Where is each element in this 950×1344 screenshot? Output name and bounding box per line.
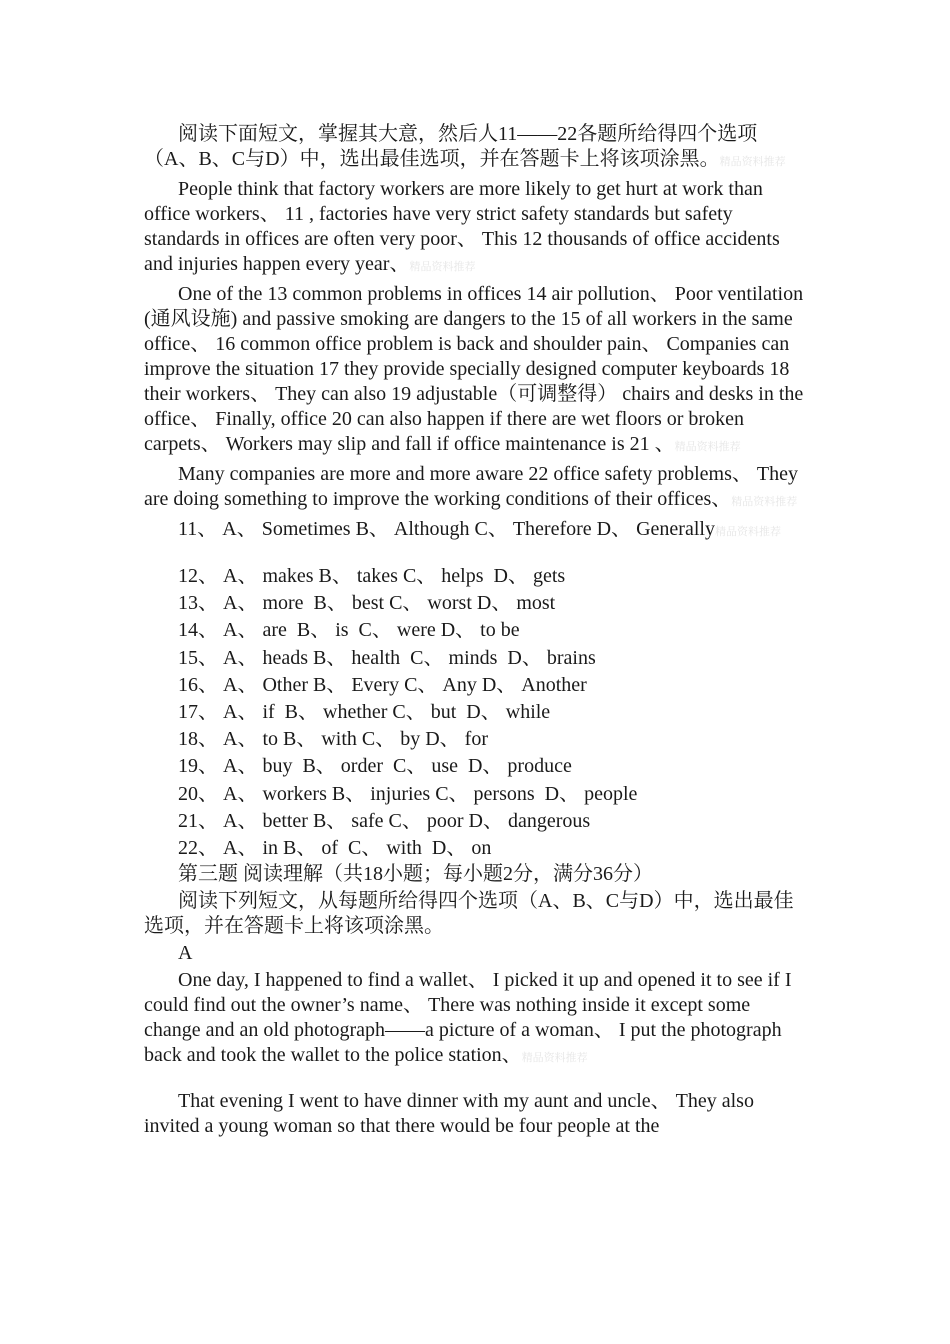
watermark: 精品资料推荐 [409,261,476,273]
option-17: 17、 A、 if B、 whether C、 but D、 while [178,700,551,723]
cloze-instructions: 阅读下面短文，掌握其大意，然后人11——22各题所给得四个选项（A、B、C与D）中，选出最佳选项，并在答题卡上将该项涂黑。精品资料推荐 [144,123,786,170]
watermark: 精品资料推荐 [674,441,741,453]
option-20: 20、 A、 workers B、 injuries C、 persons D、 people [178,782,638,805]
option-11: 11、 A、 Sometimes B、 Although C、 Therefore D、 Generally精品资料推荐 [178,518,781,540]
option-21: 21、 A、 better B、 safe C、 poor D、 dangerous [178,809,591,832]
option-19: 19、 A、 buy B、 order C、 use D、 produce [178,755,572,778]
option-16: 16、 A、 Other B、 Every C、 Any D、 Another [178,673,587,696]
passage-a-paragraph-1: One day, I happened to find a wallet、 I picked it up and opened it to see if I could find out the owner’s name、 There was nothing inside it except some change and an old photograph——a picture of a woman、 I put the photograph back and took the wallet to the police station、精品资料推荐 [144,969,792,1067]
watermark: 精品资料推荐 [521,1052,588,1065]
option-13: 13、 A、 more B、 best C、 worst D、 most [178,592,556,615]
watermark: 精品资料推荐 [719,156,786,168]
passage-a-paragraph-2: That evening I went to have dinner with my aunt and uncle、 They also invited a young woman so that there would be four people at the [144,1090,754,1138]
cloze-paragraph-2: One of the 13 common problems in offices 14 air pollution、 Poor ventilation (通风设施) and passive smoking are dangers to the 15 of all workers in the same office、 16 common office problem is back and shoulder pain、 Companies can improve the situation 17 they provide specially designed computer keyboards 18 their workers、 They can also 19 adjustable（可调整得） chairs and desks in the office、 Finally, office 20 can also happen if there are wet floors or broken carpets、 Workers may slip and fall if office maintenance is 21 、精品资料推荐 [144,283,804,455]
cloze-paragraph-3: Many companies are more and more aware 22 office safety problems、 They are doing something to improve the working conditions of their offices、精品资料推荐 [144,463,798,510]
document-page [144,122,810,1141]
option-12: 12、 A、 makes B、 takes C、 helps D、 gets [178,565,566,587]
section-3-instructions: 阅读下列短文，从每题所给得四个选项（A、B、C与D）中，选出最佳选项，并在答题卡上将该项涂黑。 [144,890,794,938]
option-14: 14、 A、 are B、 is C、 were D、 to be [178,619,520,642]
section-3-heading: 第三题 阅读理解（共18小题；每小题2分，满分36分） [178,863,653,886]
option-22: 22、 A、 in B、 of C、 with D、 on [178,836,492,859]
passage-label: A [178,942,193,965]
option-15: 15、 A、 heads B、 health C、 minds D、 brains [178,646,596,669]
cloze-paragraph-1: People think that factory workers are more likely to get hurt at work than office workers、 11 , factories have very strict safety standards but safety standards in offices are often very poor、 This 12 thousands of office accidents and injuries happen every year、精品资料推荐 [144,178,780,275]
option-18: 18、 A、 to B、 with C、 by D、 for [178,728,488,751]
watermark: 精品资料推荐 [731,496,798,508]
watermark: 精品资料推荐 [714,526,781,538]
